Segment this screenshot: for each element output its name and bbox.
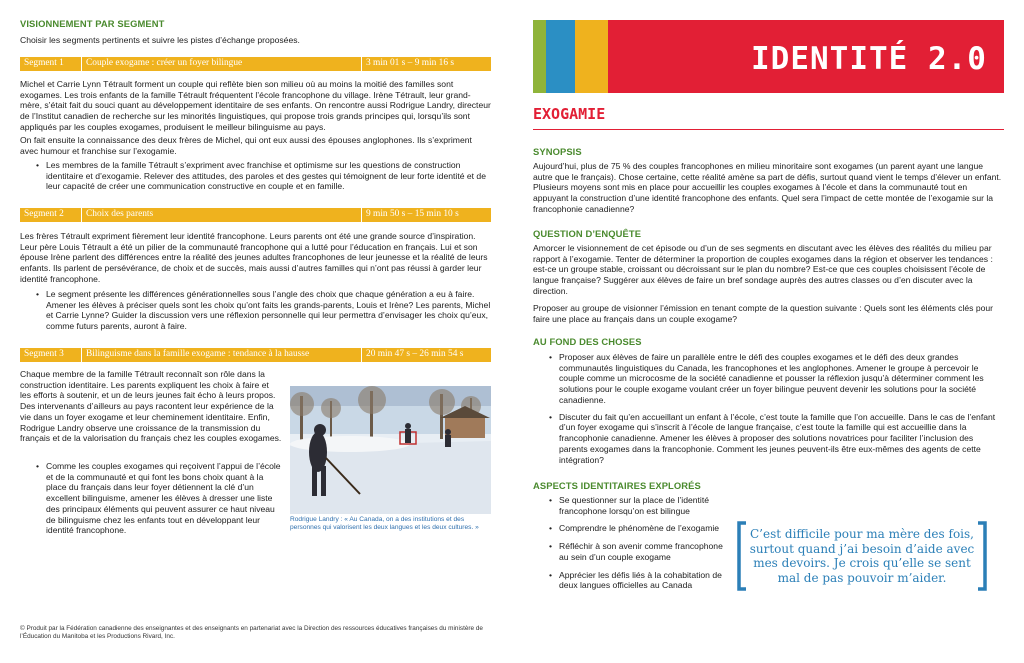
left-bracket-icon [736,521,748,591]
footer-credit: © Produit par la Fédération canadienne des enseignantes et des enseignants en partenariat avec la Direction des ressources éducatives françaises du ministère de l’Éducation du Manitoba et les Productions Rivard, Inc. [20,625,483,641]
heading-synopsis: SYNOPSIS [533,146,582,157]
intro-text: Choisir les segments pertinents et suivre les pistes d’échange proposées. [20,35,300,45]
list-item: • Réfléchir à son avenir comme francophone au sein d’un couple exogame [533,541,723,562]
list-item: • Se questionner sur la place de l’identité francophone lorsqu’on est bilingue [533,495,723,516]
segment-1-title: Couple exogame : créer un foyer bilingue [82,57,362,71]
segment-3-number: Segment 3 [20,348,82,362]
segment-2-time: 9 min 50 s – 15 min 10 s [366,209,459,220]
heading-fond: AU FOND DES CHOSES [533,336,642,347]
photo-caption: Rodrigue Landry : « Au Canada, on a des institutions et des personnes qui valorisent les deux langues et les deux cultures. » [290,516,479,532]
list-item: • Comme les couples exogames qui reçoivent l’appui de l’école et de la communauté et qui font les bons choix quant à la place du français dans leur foyer détiennent la clé d’un excellent bilinguisme, amener les élèves à dresser une liste des principaux éléments qui peuvent assurer ce haut niveau de bilinguisme chez les enfants tout en développant leur identité francophone. [20,461,282,536]
heading-aspects: ASPECTS IDENTITAIRES EXPLORÉS [533,480,701,491]
segment-1-number: Segment 1 [20,57,82,71]
list-item: • Les membres de la famille Tétrault s’expriment avec franchise et optimisme sur les questions de construction identitaire et d’exogamie. Relever des attitudes, des paroles et des gestes qui témoignent de leur forte identité et de leur capacité de créer une communication constructive en couple et en famille. [20,160,492,192]
segment-1-body-2: On fait ensuite la connaissance des deux frères de Michel, qui ont eux aussi des épouses anglophones. Ils s’expriment avec humour et franchise sur l’exogamie. [20,135,472,156]
segment-3-title: Bilinguisme dans la famille exogame : tendance à la hausse [82,348,362,362]
segment-3-time: 20 min 47 s – 26 min 54 s [366,349,464,360]
right-bracket-icon [976,521,988,591]
list-item: • Comprendre le phénomène de l’exogamie [533,523,723,534]
segment-3-body: Chaque membre de la famille Tétrault reconnaît son rôle dans la construction identitaire. Les parents expliquent les choix à faire et les efforts à soutenir, et un de leurs jeunes fait écho à leurs propos. Des intervenants d’ailleurs au pays racontent leur expérience de la vie dans un foyer exogame et leur cheminement identitaire. Enfin, Rodrigue Landry observe une croissance de la transmission du français et de la valorisation du français chez les couples exogames. [20,369,282,444]
segment-2-body: Les frères Tétrault expriment fièrement leur identité francophone. Leurs parents ont été une grande source d’inspiration. Leur père Louis Tétrault a été un pilier de la communauté francophone qui a lutté pour l’éducation en français. Lui et son épouse Irène parlent des différences entre la réalité des jeunes adultes francophones de leur jeunesse et la réalité de leurs enfants. Ils parlent de persévérance, de choix et de succès, mais aussi d’autres familles qui n’ont pas réussi à garder leur identité francophone. [20,231,488,284]
fond-list [533,352,1004,465]
question-text-1: Amorcer le visionnement de cet épisode ou d’un de ses segments en discutant avec les élèves des réalités du milieu par rapport à l’exogamie. Tenter de déterminer la proportion de couples exogames dans la région et observer les tendances : est-ce un groupe stable, croissant ou décroissant sur le plan du nombre? Est-ce que ces couples choisissent l’école de langue française? Suggérer aux élèves de faire un bref sondage auprès des autres classes ou d’en discuter avec la direction. [533,243,993,296]
segment-3-bullets [20,461,282,536]
segment-3-bar [20,348,491,362]
segment-1-bullets [20,160,492,192]
divider [533,129,1004,130]
stripe-yellow [575,20,608,93]
segment-1-time: 3 min 01 s – 9 min 16 s [366,58,455,69]
stripe-blue [546,20,575,93]
segment-2-number: Segment 2 [20,208,82,222]
segment-1-bar [20,57,491,71]
segment-1-body: Michel et Carrie Lynn Tétrault forment un couple qui reflète bien son milieu où au moins la moitié des familles sont exogames. Les trois enfants de la famille Tétrault fréquentent l’école francophone du village. Irène Tétrault, leur grand-mère, s’était fait du souci quant au développement identitaire de ses enfants. On rencontre aussi Rodrigue Landry, directeur de l’Institut canadien de recherche sur les minorités linguistiques, qui propose trois grands principes qui, lorsqu’ils sont appliqués par les couples exogames, produisent le meilleur bilinguisme au pays. [20,79,491,132]
quote-text: C’est difficile pour ma mère des fois, surtout quand j’ai besoin d’aide avec mes devoirs. Je crois qu’elle se sent mal de pas pouvoir m’aider. [749,527,975,585]
pull-quote [736,521,988,591]
segment-2-title: Choix des parents [82,208,362,222]
list-item: • Apprécier les défis liés à la cohabitation de deux langues officielles au Canada [533,570,723,591]
list-item: • Proposer aux élèves de faire un parallèle entre le défi des couples exogames et le défi des deux grandes communautés linguistiques du Canada, les francophones et les anglophones. Amener le groupe à percevoir le couple comme un microcosme de la société canadienne et pousser la réflexion jusqu’à déterminer comment les solutions pour le couple exogame voulant créer un foyer bilingue peuvent devenir les solutions pour la société canadienne. [533,352,1004,406]
page-title: IDENTITÉ 2.0 [751,41,987,77]
stripe-green [533,20,546,93]
synopsis-text: Aujourd’hui, plus de 75 % des couples francophones en milieu minoritaire sont exogames (un parent ayant une langue autre que le français). Chose certaine, cette réalité amène sa part de défis, surtout quand vient le temps d’élever un enfant. Plusieurs moyens sont mis en place pour accueillir les couples exogames à l’école et dans la communauté tout en appuyant la construction d’une identité francophone des enfants. Quel sera l’impact de cette montée de l’exogamie sur la francophonie canadienne? [533,161,1002,214]
segment-2-bullets [20,289,492,332]
episode-subtitle: EXOGAMIE [533,105,606,123]
list-item: • Le segment présente les différences générationnelles sous l’angle des choix que chaque génération a eu à faire. Amener les élèves à préciser quels sont les choix qu’ont faits les grands-parents, Louis et Irène? Les parents, Michel et Carrie Lynne? Guider la discussion vers une réflexion personnelle qui leur permettra d’envisager les choix qu’eux, comme futurs parents, auront à faire. [20,289,492,332]
hockey-photo [290,386,491,514]
aspects-list [533,495,723,591]
heading-question: QUESTION D’ENQUÊTE [533,228,642,239]
heading-visionnement: VISIONNEMENT PAR SEGMENT [20,18,165,29]
list-item: • Discuter du fait qu’en accueillant un enfant à l’école, c’est toute la famille que l’on accueille. Dans le cas de l’enfant d’un foyer exogame qui s’inscrit à l’école de langue française, c’est toute la famille qui est accueillie dans la francophonie canadienne. Amener les élèves à proposer des solutions novatrices pour faciliter l’inclusion des parents exogames dans la francophonie. Comment les jeunes peuvent-ils être eux-mêmes des agents de cette intégration? [533,412,1004,466]
question-text-2: Proposer au groupe de visionner l’émission en tenant compte de la question suivante : Quels sont les éléments clés pour faire une place au français dans un couple exogame? [533,303,994,324]
segment-2-bar [20,208,491,222]
